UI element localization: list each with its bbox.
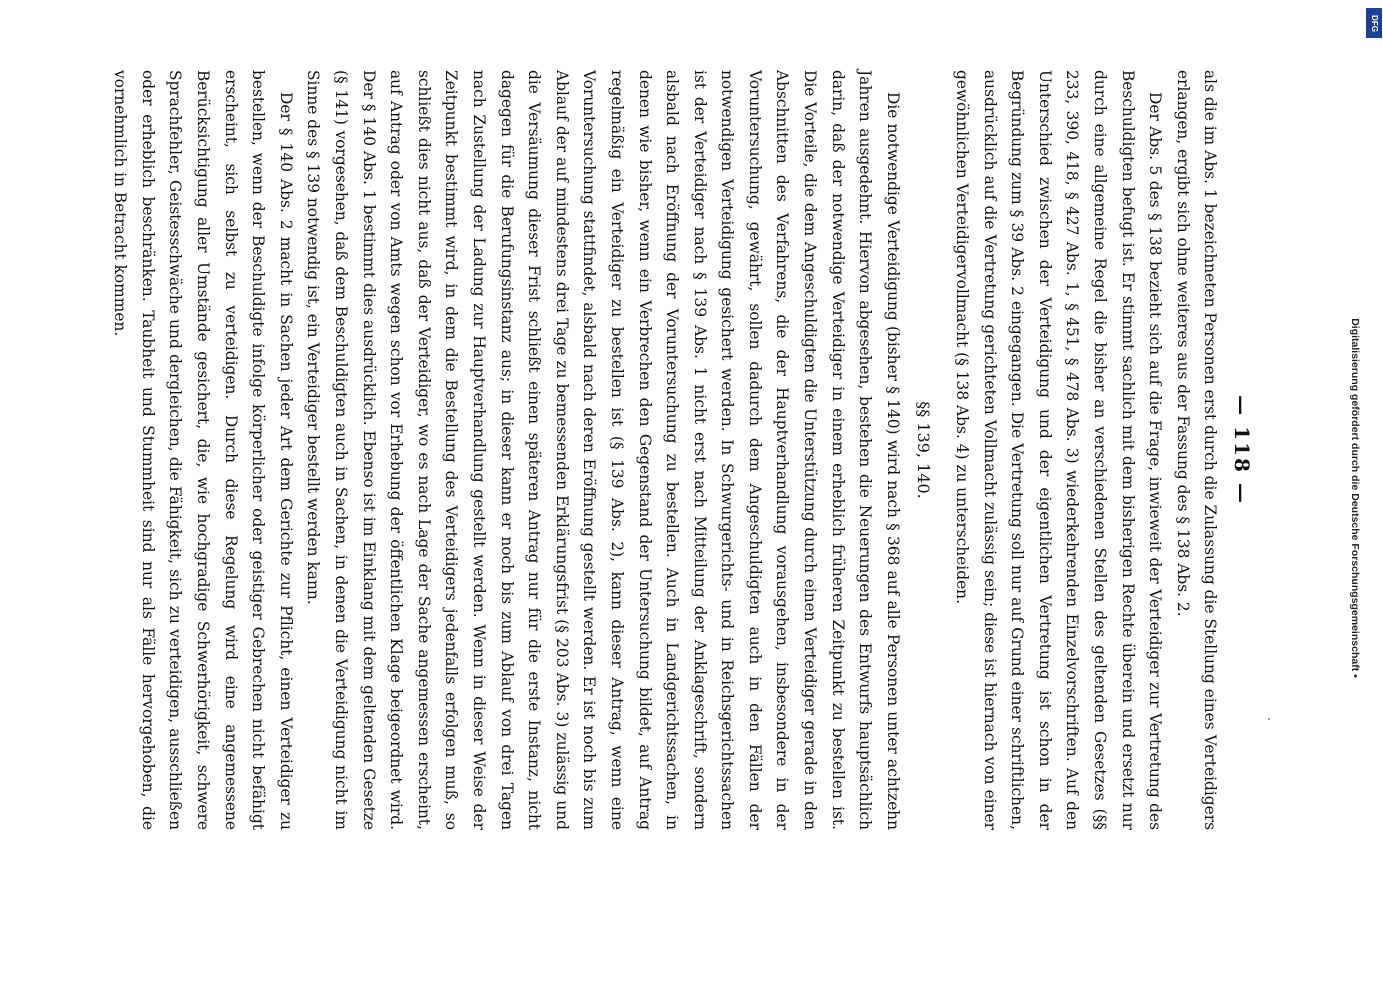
dfg-logo — [1366, 8, 1382, 38]
page-body — [111, 70, 1255, 830]
paragraph-3: Die notwendige Verteidigung (bisher § 140) wird nach § 368 auf alle Personen unter achtzehn Jahren ausgedehnt. Hiervon abgesehen, bestehen die Neuerungen des Entwurfs hauptsächlich darin, daß der notwendige Verteidiger in einem erheblich früheren Zeitpunkt zu bestellen ist. Die Vorteile, die dem Angeschuldigten die Unterstützung durch einen Verteidiger gerade in den Abschnitten des Verfahrens, die der Hauptverhandlung vorausgehen, insbesondere in der Voruntersuchung, gewährt, sollen dadurch dem Angeschuldigten auch in den Fällen der notwendigen Verteidigung gesichert werden. In Schwurgerichts- und in Reichsgerichtssachen ist der Verteidiger nach § 139 Abs. 1 nicht erst nach Mitteilung der Anklageschrift, sondern alsbald nach Eröffnung der Voruntersuchung zu bestellen. Auch in Landgerichtssachen, in denen wie bisher, wenn ein Verbrechen den Gegenstand der Untersuchung bildet, auf Antrag regelmäßig ein Verteidiger zu bestellen ist (§ 139 Abs. 2), kann dieser Antrag, wenn eine Voruntersuchung stattfindet, alsbald nach deren Eröffnung gestellt werden. Er ist noch bis zum Ablauf der auf mindestens drei Tage zu bemessenden Erklärungsfrist (§ 203 Abs. 3) zulässig und die Versäumung dieser Frist schließt einen späteren Antrag nur für die erste Instanz, nicht dagegen für die Berufungsinstanz aus; in dieser kann er noch bis zum Ablauf von drei Tagen nach Zustellung der Ladung zur Hauptverhandlung gestellt werden. Wenn in dieser Weise der Zeitpunkt bestimmt wird, in dem die Bestellung des Verteidigers jedenfalls erfolgen muß, so schließt dies nicht aus, daß der Verteidiger, wo es nach Lage der Sache angemessen erscheint, auf Antrag oder von Amts wegen schon vor Erhebung der öffentlichen Klage beigeordnet wird. Der § 140 Abs. 1 bestimmt dies ausdrücklich. Ebenso ist im Einklang mit dem geltenden Gesetze (§ 141) vorgesehen, daß dem Beschuldigten auch in Sachen, in denen die Verteidigung nicht im Sinne des § 139 notwendig ist, ein Verteidiger bestellt werden kann. — [304, 70, 902, 830]
scan-speck — [1268, 718, 1270, 720]
paragraph-4: Der § 140 Abs. 2 macht in Sachen jeder Art dem Gerichte zur Pflicht, einen Verteidiger zu bestellen, wenn der Beschuldigte infolge körperlicher oder geistiger Gebrechen nicht befähigt erscheint, sich selbst zu verteidigen. Durch diese Regelung wird eine angemessene Berücksichtigung aller Umstände gesichert, die, wie hochgradige Schwerhörigkeit, schwere Sprachfehler, Geistesschwäche und dergleichen, die Fähigkeit, sich zu verteidigen, ausschließen oder erheblich beschränken. Taubheit und Stummheit sind nur als Fälle hervorgehoben, die vornehmlich in Betracht kommen. — [111, 70, 295, 830]
dfg-logo-text: DFG — [1369, 14, 1379, 32]
section-heading: §§ 139, 140. — [914, 401, 934, 499]
digitization-note-text: Digitalisierung gefördert durch die Deutsche Forschungsgemeinschaft • — [1349, 318, 1361, 678]
digitization-note — [1330, 8, 1380, 993]
page-number: — 118 — — [1230, 395, 1254, 505]
paragraph-2: Der Abs. 5 des § 138 bezieht sich auf die Frage, inwieweit der Verteidiger zur Vertretung des Beschuldigten befugt ist. Er stimmt sachlich mit dem bisherigen Rechte überein und ersetzt nur durch eine allgemeine Regel die bisher an verschiedenen Stellen des geltenden Gesetzes (§§ 233, 390, 418, § 427 Abs. 1, § 451, § 478 Abs. 3) wiederkehrenden Einzelvorschriften. Auf den Unterschied zwischen der Verteidigung und der eigentlichen Vertretung ist schon in der Begründung zum § 39 Abs. 2 eingegangen. Die Vertretung soll nur auf Grund einer schriftlichen, ausdrücklich auf die Vertretung gerichteten Vollmacht zulässig sein; diese ist hiernach von einer gewöhnlichen Verteidigervollmacht (§ 138 Abs. 4) zu unterscheiden. — [953, 70, 1165, 830]
rotated-text-region — [111, 70, 1255, 830]
paragraph-1: als die im Abs. 1 bezeichneten Personen erst durch die Zulassung die Stellung eines Verteidigers erlangen, ergibt sich ohne weiteres aus der Fassung des § 138 Abs. 2. — [1173, 70, 1220, 830]
